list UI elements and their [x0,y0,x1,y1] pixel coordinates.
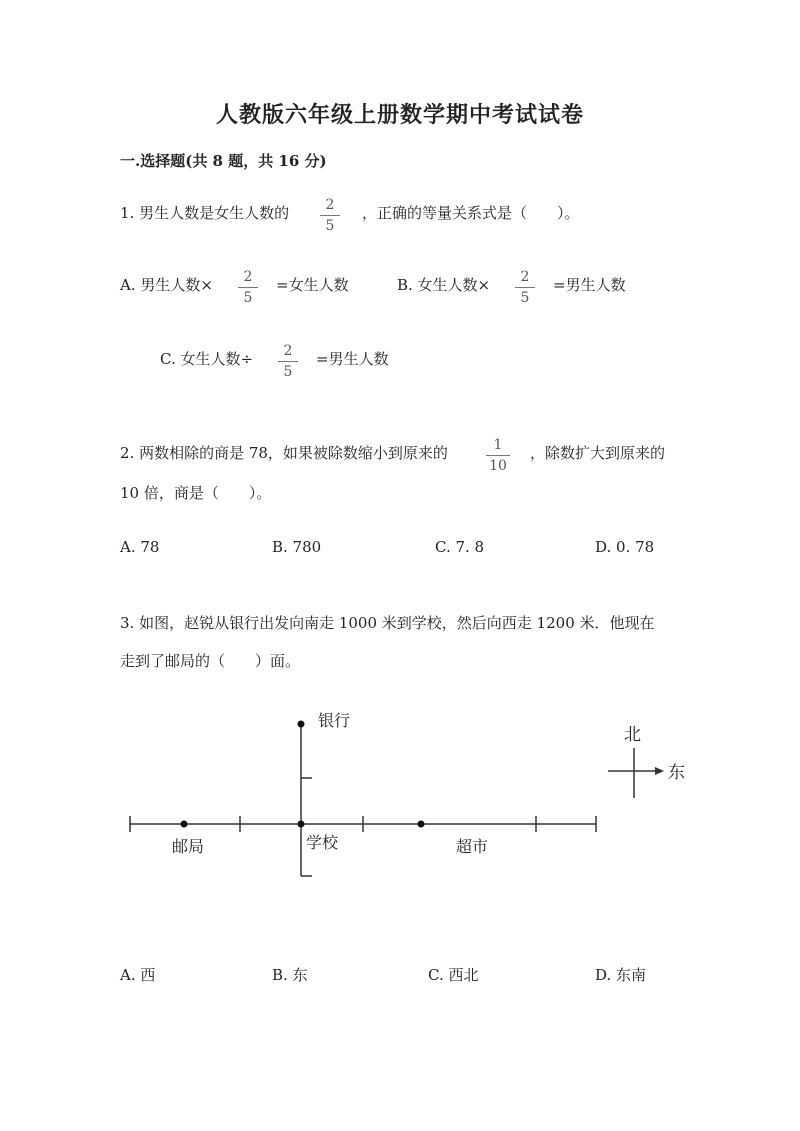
q1-text-start: 1. 男生人数是女生人数的 [120,204,290,222]
fraction-denominator: 5 [243,290,253,306]
q3-text-line2: 走到了邮局的（ ）面。 [120,652,301,670]
q2-option-a: A. 78 [120,538,160,556]
section-heading: 一.选择题(共 8 题，共 16 分) [120,152,327,170]
supermarket-label: 超市 [456,837,489,856]
q3-option-a: A. 西 [120,966,156,984]
q2-option-d: D. 0. 78 [595,538,655,556]
east-label: 东 [668,763,685,783]
q3-option-d: D. 东南 [595,966,647,984]
fraction-numerator: 2 [325,197,335,213]
supermarket-point [418,821,425,828]
q2-option-c: C. 7. 8 [435,538,485,556]
fraction-denominator: 5 [283,364,293,380]
fraction-numerator: 2 [283,343,293,359]
q3-text-line1: 3. 如图，赵锐从银行出发向南走 1000 米到学校，然后向西走 1200 米．他现在 [120,614,655,632]
q1-option-a-post: =女生人数 [276,276,349,294]
school-label: 学校 [306,833,339,852]
school-point [298,821,305,828]
east-arrow-icon [655,767,664,775]
post-office-label: 邮局 [172,837,205,856]
q1-option-b-pre: B. 女生人数× [397,276,491,294]
fraction-numerator: 2 [520,269,530,285]
q2-text-end: ，除数扩大到原来的 [530,444,666,462]
north-label: 北 [624,725,641,745]
q1-option-c-pre: C. 女生人数÷ [160,350,254,368]
q2-text-start: 2. 两数相除的商是 78，如果被除数缩小到原来的 [120,444,448,462]
q3-option-c: C. 西北 [428,966,479,984]
q2-text-line2: 10 倍，商是（ ）。 [120,484,272,502]
q1-option-a-pre: A. 男生人数× [120,276,213,294]
q3-option-b: B. 东 [272,966,308,984]
q2-option-b: B. 780 [272,538,322,556]
fraction-denominator: 5 [325,218,335,234]
q1-text-end: ，正确的等量关系式是（ ）。 [362,204,580,222]
bank-point [298,721,305,728]
post-office-point [181,821,188,828]
fraction-denominator: 5 [520,290,530,306]
page-title: 人教版六年级上册数学期中考试试卷 [215,102,584,128]
fraction-denominator: 10 [489,458,507,474]
fraction-numerator: 2 [243,269,253,285]
fraction-numerator: 1 [493,437,503,453]
q1-option-b-post: =男生人数 [553,276,626,294]
bank-label: 银行 [318,711,351,730]
q1-option-c-post: =男生人数 [316,350,389,368]
